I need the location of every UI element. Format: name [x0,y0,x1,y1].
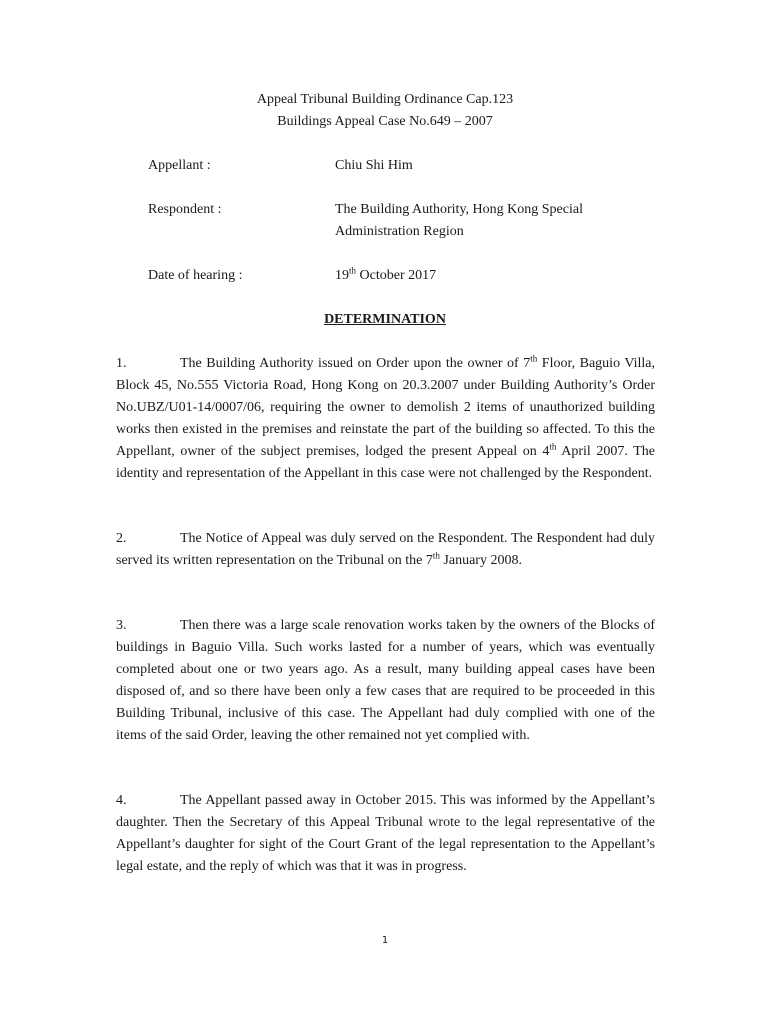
paragraph-2-sup-a: th [432,550,440,561]
paragraph-3 [116,615,655,747]
respondent-value: The Building Authority, Hong Kong Special Administration Region [335,202,583,239]
paragraph-4-number: 4. [116,793,127,808]
paragraph-1-text-a: The Building Authority issued on Order upon the owner of 7 [180,356,531,371]
date-of-hearing-value [335,265,635,287]
date-month-year: October 2017 [356,268,437,283]
paragraph-2 [116,528,655,572]
paragraph-1-text-c: April 2007. The identity and representation of the Appellant in this case were not challenged by the Respondent. [116,444,656,481]
paragraph-4-text: The Appellant passed away in October 2015. This was informed by the Appellant’s daughter. Then the Secretary of this Appeal Tribunal wrote to the legal representative of the Appellant’s daughter for sight of the Court Grant of the legal representation to the Appellant’s legal estate, and the reply of which was that it was in progress. [116,793,655,874]
page-number: 1 [381,935,389,946]
paragraph-1-sup-b: th [549,441,557,452]
paragraph-2-text-a: The Notice of Appeal was duly served on the Respondent. The Respondent had duly served its written representation on the Tribunal on the 7 [116,531,655,568]
date-of-hearing-label: Date of hearing : [148,268,243,283]
date-day: 19 [335,268,349,283]
determination-heading: DETERMINATION [324,312,446,327]
paragraph-3-text: Then there was a large scale renovation works taken by the owners of the Blocks of buildings in Baguio Villa. Such works lasted for a number of years, which was eventually completed about one or two years ago. As a result, many building appeal cases have been disposed of, and so there have been only a few cases that are required to be proceeded in this Building Tribunal, inclusive of this case. The Appellant had duly complied with one of the items of the said Order, leaving the other remained not yet complied with. [116,618,655,743]
paragraph-3-number: 3. [116,618,127,633]
appellant-value: Chiu Shi Him [335,158,413,173]
document-title-line-2: Buildings Appeal Case No.649 – 2007 [277,114,493,129]
paragraph-1-number: 1. [116,356,127,371]
paragraph-1 [116,353,655,485]
document-title-line-1: Appeal Tribunal Building Ordinance Cap.123 [256,92,514,107]
respondent-label: Respondent : [148,202,222,217]
paragraph-2-text-b: January 2008. [439,553,522,568]
paragraph-1-text-b: Floor, Baguio Villa, Block 45, No.555 Victoria Road, Hong Kong on 20.3.2007 under Building Authority’s Order No.UBZ/U01-14/0007/06, requiring the owner to demolish 2 items of unauthorized building works then existed in the premises and reinstate the part of the building so affected. To this the Appellant, owner of the subject premises, lodged the present Appeal on 4 [116,356,656,459]
paragraph-2-number: 2. [116,531,127,546]
appellant-label: Appellant : [148,158,211,173]
paragraph-1-sup-a: th [530,353,538,364]
paragraph-4 [116,790,655,878]
date-day-suffix: th [349,265,357,276]
